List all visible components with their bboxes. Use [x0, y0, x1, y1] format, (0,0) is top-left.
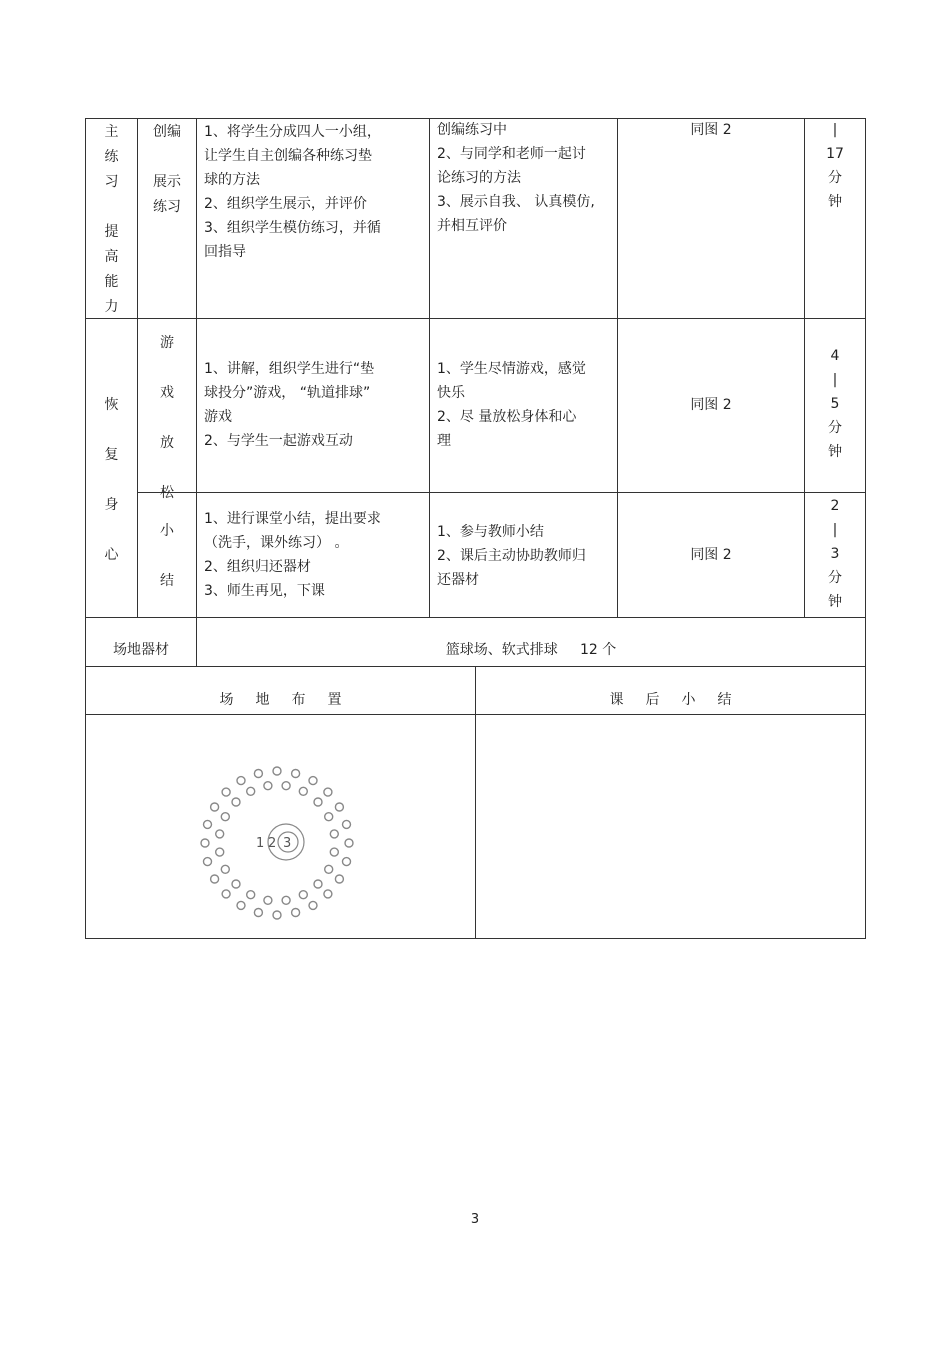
diagram-ref: 同图 2 [690, 397, 732, 413]
student-marker [273, 911, 281, 919]
student-marker [282, 782, 290, 790]
student-marker [314, 798, 322, 806]
student-marker [309, 901, 317, 909]
student-marker [254, 909, 262, 917]
section-recover: 恢 复 身 心 [104, 397, 119, 563]
student-marker [204, 858, 212, 866]
student-marker [216, 848, 224, 856]
student-marker [237, 777, 245, 785]
student-marker [314, 880, 322, 888]
teacher-activity: 1、进行课堂小结，提出要求 （洗手，课外练习） 。 2、组织归还器材 3、师生再见，下课 [204, 511, 381, 599]
after-class-summary-header: 课后小结 [609, 692, 754, 708]
student-activity: 1、参与教师小结 2、课后主动协助教师归 还器材 [437, 524, 586, 588]
student-marker [324, 788, 332, 796]
student-marker [330, 848, 338, 856]
position-label-1: 1 [256, 836, 265, 851]
student-marker [247, 787, 255, 795]
section-main-practice: 主 练 习 提 高 能 力 [104, 124, 119, 315]
student-inner-ring [216, 782, 339, 905]
time-allocation: | 17 分 钟 [826, 122, 844, 210]
field-layout-diagram [86, 715, 475, 938]
student-marker [221, 865, 229, 873]
student-marker [309, 777, 317, 785]
equipment-value: 篮球场、软式排球 12 个 [445, 642, 617, 658]
position-label-2: 2 [268, 836, 277, 851]
student-marker [325, 813, 333, 821]
student-marker [204, 820, 212, 828]
student-marker [325, 865, 333, 873]
student-marker [232, 880, 240, 888]
student-marker [282, 896, 290, 904]
student-marker [335, 803, 343, 811]
student-marker [211, 803, 219, 811]
row-divider [85, 318, 866, 319]
teacher-activity: 1、讲解，组织学生进行“垫 球投分”游戏， “轨道排球” 游戏 2、与学生一起游戏互动 [204, 361, 375, 449]
student-marker [264, 896, 272, 904]
table-right-border [865, 118, 866, 939]
student-marker [254, 770, 262, 778]
student-marker [222, 788, 230, 796]
student-marker [343, 858, 351, 866]
position-label-3: 3 [283, 836, 292, 851]
equipment-label: 场地器材 [113, 642, 169, 658]
student-marker [221, 813, 229, 821]
student-marker [264, 782, 272, 790]
page-number: 3 [470, 1212, 480, 1227]
student-marker [324, 890, 332, 898]
student-marker [237, 901, 245, 909]
row-divider [137, 492, 866, 493]
diagram-ref: 同图 2 [690, 547, 732, 563]
student-marker [216, 830, 224, 838]
table-bottom-border [85, 938, 866, 939]
student-marker [292, 909, 300, 917]
field-layout-header: 场地布置 [219, 692, 364, 708]
student-activity: 1、学生尽情游戏，感觉 快乐 2、尽 量放松身体和心 理 [437, 361, 586, 449]
student-marker [343, 820, 351, 828]
student-marker [292, 770, 300, 778]
student-marker [201, 839, 209, 847]
time-allocation: 2 | 3 分 钟 [828, 498, 842, 610]
student-marker [273, 767, 281, 775]
col-divider [196, 118, 197, 666]
sub-game-relax: 游 戏 放 松 [160, 335, 174, 501]
student-marker [211, 875, 219, 883]
student-marker [299, 787, 307, 795]
student-marker [330, 830, 338, 838]
student-marker [232, 798, 240, 806]
sub-create-show: 创编 展示 练习 [153, 124, 181, 215]
student-marker [335, 875, 343, 883]
time-allocation: 4 | 5 分 钟 [828, 348, 842, 460]
student-marker [345, 839, 353, 847]
student-marker [222, 890, 230, 898]
row-divider [85, 617, 866, 618]
col-divider [429, 118, 430, 617]
student-outer-ring [201, 767, 353, 919]
sub-summary: 小 结 [160, 523, 174, 589]
student-activity: 创编练习中 2、与同学和老师一起讨 论练习的方法 3、展示自我、 认真模仿, 并相互评价 [437, 122, 595, 234]
diagram-ref: 同图 2 [690, 122, 732, 138]
student-marker [247, 891, 255, 899]
student-marker [299, 891, 307, 899]
teacher-activity: 1、将学生分成四人一小组， 让学生自主创编各种练习垫 球的方法 2、组织学生展示，并评价 3、组织学生模仿练习，并循 回指导 [204, 124, 381, 260]
